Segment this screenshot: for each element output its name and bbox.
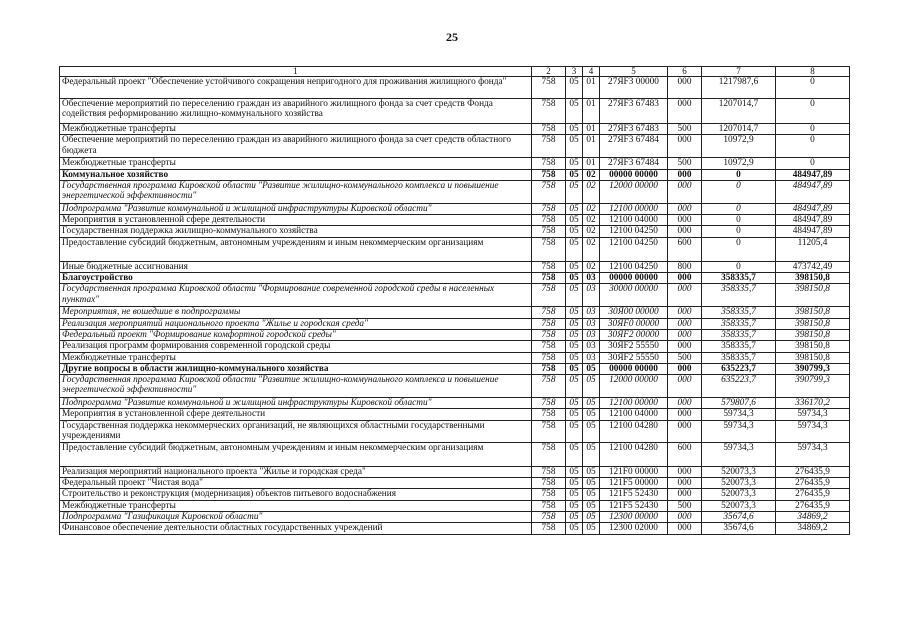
admin-code-cell: 758 bbox=[532, 215, 566, 226]
subsection-cell: 05 bbox=[583, 466, 600, 477]
admin-code-cell: 758 bbox=[532, 363, 566, 374]
amount-cell-7: 59734,3 bbox=[702, 409, 776, 420]
admin-code-cell: 758 bbox=[532, 329, 566, 340]
subsection-cell: 05 bbox=[583, 500, 600, 511]
table-row bbox=[60, 375, 850, 398]
target-article-cell: 12100 04250 bbox=[600, 237, 668, 261]
table-row bbox=[60, 329, 850, 340]
budget-table bbox=[59, 66, 850, 535]
admin-code-cell: 758 bbox=[532, 203, 566, 214]
target-article-cell: 12000 00000 bbox=[600, 375, 668, 398]
section-cell: 05 bbox=[566, 466, 583, 477]
amount-cell-7: 0 bbox=[702, 203, 776, 214]
amount-cell-7: 520073,3 bbox=[702, 500, 776, 511]
row-name-cell: Мероприятия в установленной сфере деятельности bbox=[60, 215, 532, 226]
amount-cell-7: 10972,9 bbox=[702, 135, 776, 158]
section-cell: 05 bbox=[566, 352, 583, 363]
amount-cell-8: 0 bbox=[776, 158, 850, 169]
header-cell: 1 bbox=[60, 67, 532, 77]
section-cell: 05 bbox=[566, 523, 583, 534]
row-name-cell: Государственная поддержка некоммерческих организаций, не являющихся областными государственными учреждениями bbox=[60, 420, 532, 442]
section-cell: 05 bbox=[566, 215, 583, 226]
expense-type-cell: 000 bbox=[668, 318, 702, 329]
expense-type-cell: 000 bbox=[668, 341, 702, 352]
admin-code-cell: 758 bbox=[532, 318, 566, 329]
amount-cell-7: 0 bbox=[702, 169, 776, 180]
section-cell: 05 bbox=[566, 158, 583, 169]
admin-code-cell: 758 bbox=[532, 237, 566, 261]
admin-code-cell: 758 bbox=[532, 124, 566, 135]
target-article-cell: 30ЯF0 00000 bbox=[600, 318, 668, 329]
row-name-cell: Межбюджетные трансферты bbox=[60, 158, 532, 169]
expense-type-cell: 000 bbox=[668, 99, 702, 124]
row-name-cell: Межбюджетные трансферты bbox=[60, 352, 532, 363]
amount-cell-8: 390799,3 bbox=[776, 375, 850, 398]
amount-cell-7: 358335,7 bbox=[702, 273, 776, 284]
target-article-cell: 12100 04250 bbox=[600, 261, 668, 272]
amount-cell-8: 484947,89 bbox=[776, 180, 850, 203]
subsection-cell: 03 bbox=[583, 273, 600, 284]
admin-code-cell: 758 bbox=[532, 307, 566, 318]
admin-code-cell: 758 bbox=[532, 226, 566, 237]
table-row bbox=[60, 478, 850, 489]
subsection-cell: 01 bbox=[583, 158, 600, 169]
amount-cell-7: 358335,7 bbox=[702, 284, 776, 307]
amount-cell-7: 358335,7 bbox=[702, 318, 776, 329]
subsection-cell: 03 bbox=[583, 307, 600, 318]
subsection-cell: 05 bbox=[583, 478, 600, 489]
amount-cell-7: 635223,7 bbox=[702, 375, 776, 398]
amount-cell-7: 1207014,7 bbox=[702, 99, 776, 124]
row-name-cell: Обеспечение мероприятий по переселению граждан из аварийного жилищного фонда за счет средств областного бюджета bbox=[60, 135, 532, 158]
target-article-cell: 12100 00000 bbox=[600, 398, 668, 409]
admin-code-cell: 758 bbox=[532, 466, 566, 477]
table-row bbox=[60, 226, 850, 237]
row-name-cell: Подпрограмма "Газификация Кировской области" bbox=[60, 511, 532, 522]
row-name-cell: Обеспечение мероприятий по переселению граждан из аварийного жилищного фонда за счет средств Фонда содействия реформированию жилищно-коммунального хозяйства bbox=[60, 99, 532, 124]
table-row bbox=[60, 180, 850, 203]
table-row bbox=[60, 318, 850, 329]
amount-cell-8: 390799,3 bbox=[776, 363, 850, 374]
admin-code-cell: 758 bbox=[532, 420, 566, 442]
target-article-cell: 12100 04000 bbox=[600, 409, 668, 420]
admin-code-cell: 758 bbox=[532, 135, 566, 158]
expense-type-cell: 000 bbox=[668, 523, 702, 534]
amount-cell-7: 0 bbox=[702, 180, 776, 203]
subsection-cell: 02 bbox=[583, 169, 600, 180]
expense-type-cell: 000 bbox=[668, 77, 702, 99]
row-name-cell: Реализация мероприятий национального проекта "Жилье и городская среда" bbox=[60, 466, 532, 477]
expense-type-cell: 000 bbox=[668, 478, 702, 489]
subsection-cell: 02 bbox=[583, 180, 600, 203]
subsection-cell: 01 bbox=[583, 99, 600, 124]
section-cell: 05 bbox=[566, 500, 583, 511]
amount-cell-8: 398150,8 bbox=[776, 318, 850, 329]
table-row bbox=[60, 284, 850, 307]
amount-cell-7: 358335,7 bbox=[702, 307, 776, 318]
table-row bbox=[60, 273, 850, 284]
table-row bbox=[60, 352, 850, 363]
table-row bbox=[60, 500, 850, 511]
header-cell: 3 bbox=[566, 67, 583, 77]
expense-type-cell: 000 bbox=[668, 135, 702, 158]
expense-type-cell: 000 bbox=[668, 409, 702, 420]
section-cell: 05 bbox=[566, 420, 583, 442]
expense-type-cell: 000 bbox=[668, 180, 702, 203]
admin-code-cell: 758 bbox=[532, 511, 566, 522]
amount-cell-7: 358335,7 bbox=[702, 352, 776, 363]
subsection-cell: 05 bbox=[583, 511, 600, 522]
subsection-cell: 02 bbox=[583, 261, 600, 272]
expense-type-cell: 000 bbox=[668, 284, 702, 307]
row-name-cell: Государственная программа Кировской области "Развитие жилищно-коммунального комплекса и повышение энергетической эффективности" bbox=[60, 375, 532, 398]
section-cell: 05 bbox=[566, 329, 583, 340]
target-article-cell: 12100 04280 bbox=[600, 442, 668, 466]
header-cell: 8 bbox=[776, 67, 850, 77]
amount-cell-8: 0 bbox=[776, 99, 850, 124]
admin-code-cell: 758 bbox=[532, 442, 566, 466]
amount-cell-8: 398150,8 bbox=[776, 284, 850, 307]
expense-type-cell: 500 bbox=[668, 500, 702, 511]
target-article-cell: 121F5 00000 bbox=[600, 478, 668, 489]
table-row bbox=[60, 124, 850, 135]
subsection-cell: 03 bbox=[583, 352, 600, 363]
expense-type-cell: 600 bbox=[668, 237, 702, 261]
table-row bbox=[60, 99, 850, 124]
section-cell: 05 bbox=[566, 318, 583, 329]
section-cell: 05 bbox=[566, 442, 583, 466]
amount-cell-7: 10972,9 bbox=[702, 158, 776, 169]
row-name-cell: Государственная программа Кировской области "Развитие жилищно-коммунального комплекса и повышение энергетической эффективности" bbox=[60, 180, 532, 203]
subsection-cell: 05 bbox=[583, 398, 600, 409]
header-cell: 2 bbox=[532, 67, 566, 77]
expense-type-cell: 000 bbox=[668, 273, 702, 284]
header-row bbox=[60, 67, 850, 77]
target-article-cell: 121F0 00000 bbox=[600, 466, 668, 477]
subsection-cell: 05 bbox=[583, 489, 600, 500]
header-cell: 5 bbox=[600, 67, 668, 77]
admin-code-cell: 758 bbox=[532, 500, 566, 511]
section-cell: 05 bbox=[566, 203, 583, 214]
expense-type-cell: 600 bbox=[668, 442, 702, 466]
amount-cell-7: 0 bbox=[702, 226, 776, 237]
expense-type-cell: 000 bbox=[668, 398, 702, 409]
amount-cell-8: 34869,2 bbox=[776, 523, 850, 534]
amount-cell-8: 59734,3 bbox=[776, 420, 850, 442]
table-row bbox=[60, 77, 850, 99]
admin-code-cell: 758 bbox=[532, 352, 566, 363]
amount-cell-7: 520073,3 bbox=[702, 478, 776, 489]
amount-cell-8: 59734,3 bbox=[776, 409, 850, 420]
target-article-cell: 30ЯF2 55550 bbox=[600, 341, 668, 352]
target-article-cell: 30Я00 00000 bbox=[600, 307, 668, 318]
amount-cell-8: 398150,8 bbox=[776, 352, 850, 363]
section-cell: 05 bbox=[566, 169, 583, 180]
subsection-cell: 02 bbox=[583, 226, 600, 237]
admin-code-cell: 758 bbox=[532, 180, 566, 203]
section-cell: 05 bbox=[566, 284, 583, 307]
amount-cell-8: 398150,8 bbox=[776, 307, 850, 318]
expense-type-cell: 500 bbox=[668, 352, 702, 363]
target-article-cell: 12100 04250 bbox=[600, 226, 668, 237]
target-article-cell: 12100 00000 bbox=[600, 203, 668, 214]
target-article-cell: 00000 00000 bbox=[600, 363, 668, 374]
section-cell: 05 bbox=[566, 180, 583, 203]
amount-cell-7: 520073,3 bbox=[702, 466, 776, 477]
amount-cell-7: 59734,3 bbox=[702, 442, 776, 466]
amount-cell-7: 1207014,7 bbox=[702, 124, 776, 135]
admin-code-cell: 758 bbox=[532, 478, 566, 489]
expense-type-cell: 000 bbox=[668, 226, 702, 237]
section-cell: 05 bbox=[566, 237, 583, 261]
target-article-cell: 12100 04000 bbox=[600, 215, 668, 226]
expense-type-cell: 000 bbox=[668, 215, 702, 226]
subsection-cell: 03 bbox=[583, 284, 600, 307]
amount-cell-8: 484947,89 bbox=[776, 226, 850, 237]
section-cell: 05 bbox=[566, 409, 583, 420]
admin-code-cell: 758 bbox=[532, 409, 566, 420]
subsection-cell: 05 bbox=[583, 375, 600, 398]
expense-type-cell: 800 bbox=[668, 261, 702, 272]
section-cell: 05 bbox=[566, 226, 583, 237]
admin-code-cell: 758 bbox=[532, 158, 566, 169]
subsection-cell: 01 bbox=[583, 124, 600, 135]
table-row bbox=[60, 442, 850, 466]
row-name-cell: Строительство и реконструкция (модернизация) объектов питьевого водоснабжения bbox=[60, 489, 532, 500]
subsection-cell: 02 bbox=[583, 215, 600, 226]
amount-cell-7: 0 bbox=[702, 215, 776, 226]
target-article-cell: 27ЯF3 67484 bbox=[600, 135, 668, 158]
target-article-cell: 12000 00000 bbox=[600, 180, 668, 203]
section-cell: 05 bbox=[566, 375, 583, 398]
expense-type-cell: 000 bbox=[668, 169, 702, 180]
amount-cell-7: 59734,3 bbox=[702, 420, 776, 442]
expense-type-cell: 000 bbox=[668, 489, 702, 500]
table-row bbox=[60, 237, 850, 261]
subsection-cell: 05 bbox=[583, 363, 600, 374]
subsection-cell: 02 bbox=[583, 203, 600, 214]
target-article-cell: 00000 00000 bbox=[600, 273, 668, 284]
admin-code-cell: 758 bbox=[532, 489, 566, 500]
section-cell: 05 bbox=[566, 489, 583, 500]
section-cell: 05 bbox=[566, 307, 583, 318]
target-article-cell: 121F5 52430 bbox=[600, 489, 668, 500]
amount-cell-8: 484947,89 bbox=[776, 169, 850, 180]
amount-cell-8: 484947,89 bbox=[776, 215, 850, 226]
row-name-cell: Благоустройство bbox=[60, 273, 532, 284]
amount-cell-7: 635223,7 bbox=[702, 363, 776, 374]
amount-cell-8: 336170,2 bbox=[776, 398, 850, 409]
amount-cell-7: 579807,6 bbox=[702, 398, 776, 409]
amount-cell-7: 35674,6 bbox=[702, 511, 776, 522]
subsection-cell: 05 bbox=[583, 442, 600, 466]
row-name-cell: Финансовое обеспечение деятельности областных государственных учреждений bbox=[60, 523, 532, 534]
section-cell: 05 bbox=[566, 261, 583, 272]
amount-cell-8: 34869,2 bbox=[776, 511, 850, 522]
amount-cell-8: 398150,8 bbox=[776, 273, 850, 284]
table-row bbox=[60, 135, 850, 158]
expense-type-cell: 000 bbox=[668, 420, 702, 442]
amount-cell-8: 484947,89 bbox=[776, 203, 850, 214]
table-body bbox=[60, 67, 850, 535]
table-row bbox=[60, 398, 850, 409]
expense-type-cell: 000 bbox=[668, 329, 702, 340]
table-row bbox=[60, 158, 850, 169]
subsection-cell: 03 bbox=[583, 318, 600, 329]
row-name-cell: Реализация мероприятий национального проекта "Жилье и городская среда" bbox=[60, 318, 532, 329]
amount-cell-8: 276435,9 bbox=[776, 500, 850, 511]
admin-code-cell: 758 bbox=[532, 341, 566, 352]
row-name-cell: Иные бюджетные ассигнования bbox=[60, 261, 532, 272]
table-row bbox=[60, 341, 850, 352]
expense-type-cell: 000 bbox=[668, 375, 702, 398]
amount-cell-7: 0 bbox=[702, 261, 776, 272]
row-name-cell: Мероприятия, не вошедшие в подпрограммы bbox=[60, 307, 532, 318]
admin-code-cell: 758 bbox=[532, 77, 566, 99]
subsection-cell: 05 bbox=[583, 409, 600, 420]
row-name-cell: Федеральный проект "Обеспечение устойчивого сокращения непригодного для проживания жилищного фонда" bbox=[60, 77, 532, 99]
amount-cell-7: 1217987,6 bbox=[702, 77, 776, 99]
amount-cell-8: 0 bbox=[776, 135, 850, 158]
admin-code-cell: 758 bbox=[532, 99, 566, 124]
target-article-cell: 12100 04280 bbox=[600, 420, 668, 442]
row-name-cell: Мероприятия в установленной сфере деятельности bbox=[60, 409, 532, 420]
row-name-cell: Другие вопросы в области жилищно-коммунального хозяйства bbox=[60, 363, 532, 374]
target-article-cell: 27ЯF3 00000 bbox=[600, 77, 668, 99]
row-name-cell: Межбюджетные трансферты bbox=[60, 500, 532, 511]
amount-cell-8: 398150,8 bbox=[776, 341, 850, 352]
target-article-cell: 30ЯF2 55550 bbox=[600, 352, 668, 363]
table-row bbox=[60, 489, 850, 500]
target-article-cell: 12300 02000 bbox=[600, 523, 668, 534]
header-cell: 6 bbox=[668, 67, 702, 77]
section-cell: 05 bbox=[566, 341, 583, 352]
row-name-cell: Предоставление субсидий бюджетным, автономным учреждениям и иным некоммерческим организациям bbox=[60, 442, 532, 466]
subsection-cell: 05 bbox=[583, 523, 600, 534]
amount-cell-7: 520073,3 bbox=[702, 489, 776, 500]
row-name-cell: Подпрограмма "Развитие коммунальной и жилищной инфраструктуры Кировской области" bbox=[60, 203, 532, 214]
subsection-cell: 01 bbox=[583, 135, 600, 158]
admin-code-cell: 758 bbox=[532, 284, 566, 307]
amount-cell-8: 59734,3 bbox=[776, 442, 850, 466]
expense-type-cell: 500 bbox=[668, 158, 702, 169]
target-article-cell: 30ЯF2 00000 bbox=[600, 329, 668, 340]
admin-code-cell: 758 bbox=[532, 169, 566, 180]
page-number: 25 bbox=[446, 30, 458, 44]
table-row bbox=[60, 307, 850, 318]
row-name-cell: Межбюджетные трансферты bbox=[60, 124, 532, 135]
target-article-cell: 00000 00000 bbox=[600, 169, 668, 180]
admin-code-cell: 758 bbox=[532, 398, 566, 409]
header-cell: 4 bbox=[583, 67, 600, 77]
row-name-cell: Реализация программ формирования современной городской среды bbox=[60, 341, 532, 352]
row-name-cell: Государственная программа Кировской области "Формирование современной городской среды в населенных пунктах" bbox=[60, 284, 532, 307]
expense-type-cell: 000 bbox=[668, 363, 702, 374]
amount-cell-8: 0 bbox=[776, 124, 850, 135]
table-row bbox=[60, 466, 850, 477]
target-article-cell: 121F5 52430 bbox=[600, 500, 668, 511]
row-name-cell: Федеральный проект "Чистая вода" bbox=[60, 478, 532, 489]
table-row bbox=[60, 409, 850, 420]
section-cell: 05 bbox=[566, 398, 583, 409]
amount-cell-8: 0 bbox=[776, 77, 850, 99]
section-cell: 05 bbox=[566, 478, 583, 489]
amount-cell-7: 358335,7 bbox=[702, 341, 776, 352]
subsection-cell: 05 bbox=[583, 420, 600, 442]
amount-cell-7: 358335,7 bbox=[702, 329, 776, 340]
section-cell: 05 bbox=[566, 135, 583, 158]
admin-code-cell: 758 bbox=[532, 261, 566, 272]
expense-type-cell: 500 bbox=[668, 124, 702, 135]
expense-type-cell: 000 bbox=[668, 203, 702, 214]
row-name-cell: Государственная поддержка жилищно-коммунального хозяйства bbox=[60, 226, 532, 237]
subsection-cell: 03 bbox=[583, 329, 600, 340]
table-row bbox=[60, 420, 850, 442]
section-cell: 05 bbox=[566, 363, 583, 374]
amount-cell-7: 35674,6 bbox=[702, 523, 776, 534]
amount-cell-7: 0 bbox=[702, 237, 776, 261]
amount-cell-8: 398150,8 bbox=[776, 329, 850, 340]
row-name-cell: Коммунальное хозяйство bbox=[60, 169, 532, 180]
expense-type-cell: 000 bbox=[668, 511, 702, 522]
table-row bbox=[60, 523, 850, 534]
table-row bbox=[60, 215, 850, 226]
row-name-cell: Федеральный проект "Формирование комфортной городской среды" bbox=[60, 329, 532, 340]
subsection-cell: 03 bbox=[583, 341, 600, 352]
subsection-cell: 02 bbox=[583, 237, 600, 261]
target-article-cell: 12300 00000 bbox=[600, 511, 668, 522]
admin-code-cell: 758 bbox=[532, 375, 566, 398]
subsection-cell: 01 bbox=[583, 77, 600, 99]
row-name-cell: Подпрограмма "Развитие коммунальной и жилищной инфраструктуры Кировской области" bbox=[60, 398, 532, 409]
section-cell: 05 bbox=[566, 511, 583, 522]
target-article-cell: 27ЯF3 67483 bbox=[600, 124, 668, 135]
expense-type-cell: 000 bbox=[668, 466, 702, 477]
target-article-cell: 27ЯF3 67483 bbox=[600, 99, 668, 124]
section-cell: 05 bbox=[566, 77, 583, 99]
admin-code-cell: 758 bbox=[532, 273, 566, 284]
table-row bbox=[60, 261, 850, 272]
amount-cell-8: 276435,9 bbox=[776, 466, 850, 477]
expense-type-cell: 000 bbox=[668, 307, 702, 318]
amount-cell-8: 276435,9 bbox=[776, 489, 850, 500]
target-article-cell: 27ЯF3 67484 bbox=[600, 158, 668, 169]
section-cell: 05 bbox=[566, 124, 583, 135]
table-row bbox=[60, 511, 850, 522]
section-cell: 05 bbox=[566, 99, 583, 124]
table-row bbox=[60, 169, 850, 180]
target-article-cell: 30000 00000 bbox=[600, 284, 668, 307]
table-row bbox=[60, 363, 850, 374]
amount-cell-8: 276435,9 bbox=[776, 478, 850, 489]
admin-code-cell: 758 bbox=[532, 523, 566, 534]
row-name-cell: Предоставление субсидий бюджетным, автономным учреждениям и иным некоммерческим организациям bbox=[60, 237, 532, 261]
amount-cell-8: 11205,4 bbox=[776, 237, 850, 261]
amount-cell-8: 473742,49 bbox=[776, 261, 850, 272]
section-cell: 05 bbox=[566, 273, 583, 284]
table-row bbox=[60, 203, 850, 214]
header-cell: 7 bbox=[702, 67, 776, 77]
